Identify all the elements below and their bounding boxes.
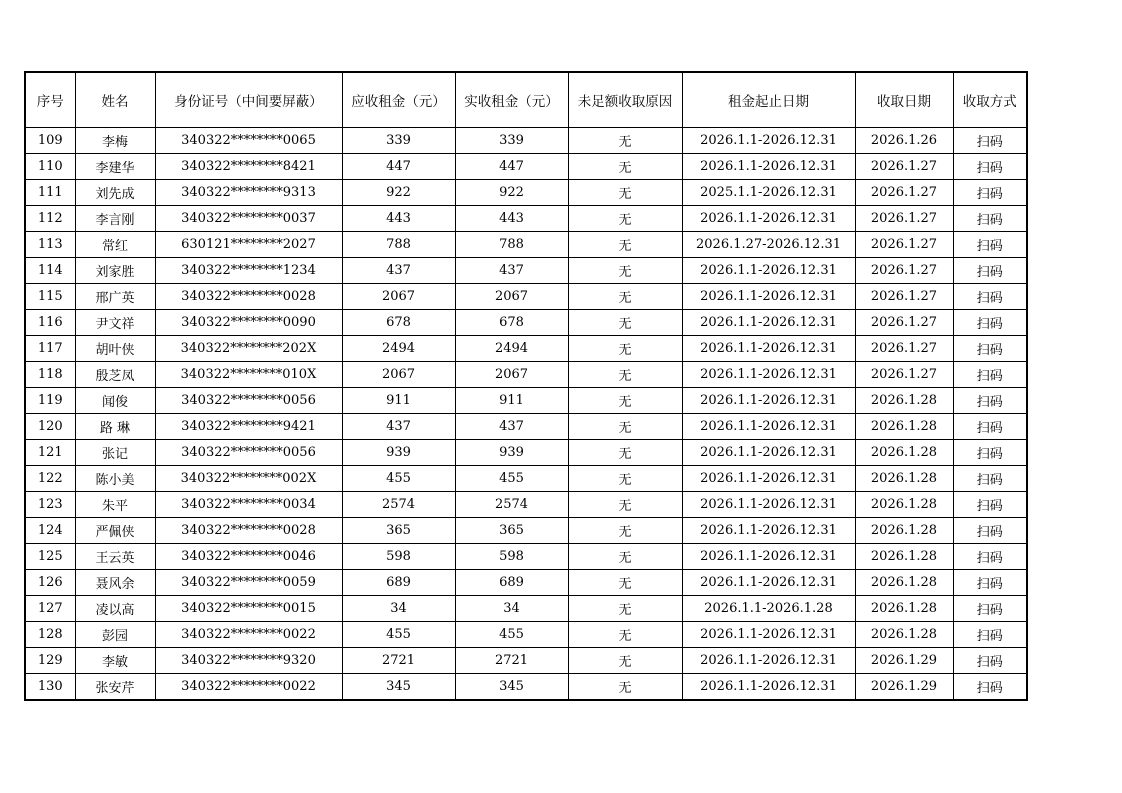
cell-shortfall-reason: 无 <box>568 206 682 232</box>
cell-name: 聂风余 <box>75 570 155 596</box>
cell-payment-method: 扫码 <box>953 180 1027 206</box>
cell-shortfall-reason: 无 <box>568 414 682 440</box>
cell-collection-date: 2026.1.28 <box>855 622 953 648</box>
cell-name: 彭园 <box>75 622 155 648</box>
cell-id-number: 340322********0028 <box>155 284 342 310</box>
table-row <box>25 492 1027 518</box>
cell-collection-date: 2026.1.27 <box>855 180 953 206</box>
cell-payment-method: 扫码 <box>953 466 1027 492</box>
cell-id-number: 340322********0037 <box>155 206 342 232</box>
cell-rent-due: 2494 <box>342 336 455 362</box>
cell-rent-period: 2026.1.1-2026.12.31 <box>682 466 855 492</box>
cell-collection-date: 2026.1.28 <box>855 518 953 544</box>
cell-id-number: 630121********2027 <box>155 232 342 258</box>
cell-payment-method: 扫码 <box>953 518 1027 544</box>
cell-serial-number: 113 <box>25 232 75 258</box>
cell-payment-method: 扫码 <box>953 362 1027 388</box>
table-row <box>25 388 1027 414</box>
cell-id-number: 340322********0046 <box>155 544 342 570</box>
cell-rent-period: 2026.1.1-2026.12.31 <box>682 648 855 674</box>
cell-rent-received: 939 <box>455 440 568 466</box>
cell-id-number: 340322********0059 <box>155 570 342 596</box>
table-row <box>25 258 1027 284</box>
cell-payment-method: 扫码 <box>953 310 1027 336</box>
cell-name: 尹文祥 <box>75 310 155 336</box>
cell-id-number: 340322********0090 <box>155 310 342 336</box>
cell-shortfall-reason: 无 <box>568 232 682 258</box>
cell-rent-due: 455 <box>342 622 455 648</box>
header-rent-due: 应收租金（元） <box>342 72 455 128</box>
cell-payment-method: 扫码 <box>953 414 1027 440</box>
cell-collection-date: 2026.1.27 <box>855 232 953 258</box>
header-collection-date: 收取日期 <box>855 72 953 128</box>
cell-rent-received: 598 <box>455 544 568 570</box>
cell-payment-method: 扫码 <box>953 570 1027 596</box>
cell-rent-received: 437 <box>455 258 568 284</box>
cell-id-number: 340322********202X <box>155 336 342 362</box>
table-row <box>25 336 1027 362</box>
table-header-row <box>25 72 1027 128</box>
cell-serial-number: 124 <box>25 518 75 544</box>
cell-name: 李梅 <box>75 128 155 154</box>
cell-name: 陈小美 <box>75 466 155 492</box>
cell-rent-due: 911 <box>342 388 455 414</box>
cell-id-number: 340322********0028 <box>155 518 342 544</box>
cell-id-number: 340322********010X <box>155 362 342 388</box>
cell-collection-date: 2026.1.27 <box>855 284 953 310</box>
cell-shortfall-reason: 无 <box>568 258 682 284</box>
cell-id-number: 340322********002X <box>155 466 342 492</box>
cell-rent-due: 34 <box>342 596 455 622</box>
cell-name: 刘家胜 <box>75 258 155 284</box>
cell-rent-due: 2574 <box>342 492 455 518</box>
cell-name: 邢广英 <box>75 284 155 310</box>
cell-shortfall-reason: 无 <box>568 596 682 622</box>
cell-serial-number: 116 <box>25 310 75 336</box>
cell-name: 李敏 <box>75 648 155 674</box>
table-row <box>25 518 1027 544</box>
cell-payment-method: 扫码 <box>953 440 1027 466</box>
cell-id-number: 340322********0065 <box>155 128 342 154</box>
cell-collection-date: 2026.1.28 <box>855 544 953 570</box>
cell-rent-received: 922 <box>455 180 568 206</box>
header-payment-method: 收取方式 <box>953 72 1027 128</box>
header-rent-period: 租金起止日期 <box>682 72 855 128</box>
cell-payment-method: 扫码 <box>953 258 1027 284</box>
cell-rent-due: 437 <box>342 258 455 284</box>
cell-shortfall-reason: 无 <box>568 154 682 180</box>
cell-rent-period: 2025.1.1-2026.12.31 <box>682 180 855 206</box>
cell-id-number: 340322********0034 <box>155 492 342 518</box>
cell-shortfall-reason: 无 <box>568 622 682 648</box>
header-rent-received: 实收租金（元） <box>455 72 568 128</box>
cell-shortfall-reason: 无 <box>568 284 682 310</box>
cell-rent-due: 922 <box>342 180 455 206</box>
cell-rent-due: 447 <box>342 154 455 180</box>
table-row <box>25 414 1027 440</box>
cell-rent-received: 911 <box>455 388 568 414</box>
cell-payment-method: 扫码 <box>953 648 1027 674</box>
cell-serial-number: 114 <box>25 258 75 284</box>
cell-rent-due: 339 <box>342 128 455 154</box>
cell-serial-number: 110 <box>25 154 75 180</box>
cell-rent-received: 2067 <box>455 362 568 388</box>
cell-serial-number: 121 <box>25 440 75 466</box>
cell-collection-date: 2026.1.28 <box>855 440 953 466</box>
cell-collection-date: 2026.1.28 <box>855 492 953 518</box>
cell-collection-date: 2026.1.27 <box>855 258 953 284</box>
cell-rent-period: 2026.1.1-2026.12.31 <box>682 544 855 570</box>
cell-rent-received: 345 <box>455 674 568 701</box>
header-name: 姓名 <box>75 72 155 128</box>
cell-rent-due: 788 <box>342 232 455 258</box>
cell-rent-period: 2026.1.1-2026.1.28 <box>682 596 855 622</box>
cell-shortfall-reason: 无 <box>568 648 682 674</box>
cell-serial-number: 112 <box>25 206 75 232</box>
table-row <box>25 622 1027 648</box>
cell-name: 刘先成 <box>75 180 155 206</box>
cell-shortfall-reason: 无 <box>568 466 682 492</box>
cell-rent-period: 2026.1.1-2026.12.31 <box>682 570 855 596</box>
cell-collection-date: 2026.1.27 <box>855 362 953 388</box>
cell-rent-period: 2026.1.1-2026.12.31 <box>682 284 855 310</box>
table-row <box>25 284 1027 310</box>
header-shortfall-reason: 未足额收取原因 <box>568 72 682 128</box>
cell-shortfall-reason: 无 <box>568 518 682 544</box>
cell-serial-number: 122 <box>25 466 75 492</box>
cell-serial-number: 119 <box>25 388 75 414</box>
cell-rent-due: 598 <box>342 544 455 570</box>
cell-rent-period: 2026.1.1-2026.12.31 <box>682 128 855 154</box>
cell-id-number: 340322********8421 <box>155 154 342 180</box>
cell-name: 胡叶侠 <box>75 336 155 362</box>
cell-rent-received: 339 <box>455 128 568 154</box>
cell-id-number: 340322********1234 <box>155 258 342 284</box>
cell-name: 闻俊 <box>75 388 155 414</box>
cell-serial-number: 125 <box>25 544 75 570</box>
cell-rent-period: 2026.1.1-2026.12.31 <box>682 336 855 362</box>
cell-shortfall-reason: 无 <box>568 570 682 596</box>
cell-rent-period: 2026.1.1-2026.12.31 <box>682 440 855 466</box>
cell-rent-due: 443 <box>342 206 455 232</box>
cell-serial-number: 109 <box>25 128 75 154</box>
cell-payment-method: 扫码 <box>953 284 1027 310</box>
cell-rent-period: 2026.1.1-2026.12.31 <box>682 258 855 284</box>
cell-rent-received: 365 <box>455 518 568 544</box>
cell-payment-method: 扫码 <box>953 544 1027 570</box>
cell-serial-number: 111 <box>25 180 75 206</box>
cell-payment-method: 扫码 <box>953 492 1027 518</box>
cell-shortfall-reason: 无 <box>568 674 682 701</box>
cell-rent-received: 34 <box>455 596 568 622</box>
cell-serial-number: 117 <box>25 336 75 362</box>
cell-shortfall-reason: 无 <box>568 440 682 466</box>
cell-name: 路 琳 <box>75 414 155 440</box>
cell-collection-date: 2026.1.27 <box>855 206 953 232</box>
table-row <box>25 128 1027 154</box>
cell-collection-date: 2026.1.26 <box>855 128 953 154</box>
cell-rent-received: 2721 <box>455 648 568 674</box>
cell-rent-received: 2067 <box>455 284 568 310</box>
cell-rent-received: 788 <box>455 232 568 258</box>
cell-rent-due: 2721 <box>342 648 455 674</box>
cell-collection-date: 2026.1.28 <box>855 414 953 440</box>
cell-id-number: 340322********0022 <box>155 622 342 648</box>
cell-rent-period: 2026.1.1-2026.12.31 <box>682 388 855 414</box>
cell-rent-period: 2026.1.1-2026.12.31 <box>682 622 855 648</box>
cell-name: 李建华 <box>75 154 155 180</box>
cell-shortfall-reason: 无 <box>568 310 682 336</box>
cell-name: 严佩侠 <box>75 518 155 544</box>
cell-name: 张记 <box>75 440 155 466</box>
cell-payment-method: 扫码 <box>953 336 1027 362</box>
cell-rent-received: 437 <box>455 414 568 440</box>
cell-rent-period: 2026.1.1-2026.12.31 <box>682 362 855 388</box>
cell-id-number: 340322********9421 <box>155 414 342 440</box>
table-row <box>25 154 1027 180</box>
cell-shortfall-reason: 无 <box>568 388 682 414</box>
cell-name: 殷芝凤 <box>75 362 155 388</box>
cell-rent-due: 455 <box>342 466 455 492</box>
cell-name: 常红 <box>75 232 155 258</box>
cell-payment-method: 扫码 <box>953 622 1027 648</box>
cell-rent-due: 689 <box>342 570 455 596</box>
cell-rent-received: 678 <box>455 310 568 336</box>
cell-name: 李言刚 <box>75 206 155 232</box>
cell-serial-number: 126 <box>25 570 75 596</box>
cell-payment-method: 扫码 <box>953 128 1027 154</box>
cell-name: 凌以高 <box>75 596 155 622</box>
cell-rent-period: 2026.1.27-2026.12.31 <box>682 232 855 258</box>
table-row <box>25 362 1027 388</box>
cell-shortfall-reason: 无 <box>568 180 682 206</box>
cell-serial-number: 127 <box>25 596 75 622</box>
cell-rent-received: 447 <box>455 154 568 180</box>
cell-collection-date: 2026.1.29 <box>855 648 953 674</box>
cell-shortfall-reason: 无 <box>568 336 682 362</box>
cell-collection-date: 2026.1.27 <box>855 154 953 180</box>
cell-rent-period: 2026.1.1-2026.12.31 <box>682 492 855 518</box>
cell-rent-period: 2026.1.1-2026.12.31 <box>682 674 855 701</box>
cell-rent-due: 678 <box>342 310 455 336</box>
cell-serial-number: 130 <box>25 674 75 701</box>
cell-rent-due: 2067 <box>342 362 455 388</box>
cell-collection-date: 2026.1.28 <box>855 596 953 622</box>
table-row <box>25 180 1027 206</box>
cell-shortfall-reason: 无 <box>568 128 682 154</box>
cell-id-number: 340322********9313 <box>155 180 342 206</box>
cell-rent-due: 345 <box>342 674 455 701</box>
cell-payment-method: 扫码 <box>953 154 1027 180</box>
cell-collection-date: 2026.1.27 <box>855 336 953 362</box>
cell-rent-received: 2574 <box>455 492 568 518</box>
cell-id-number: 340322********0056 <box>155 388 342 414</box>
cell-rent-period: 2026.1.1-2026.12.31 <box>682 414 855 440</box>
header-id-number: 身份证号（中间要屏蔽） <box>155 72 342 128</box>
table-row <box>25 466 1027 492</box>
cell-collection-date: 2026.1.28 <box>855 570 953 596</box>
cell-id-number: 340322********0056 <box>155 440 342 466</box>
cell-rent-received: 455 <box>455 466 568 492</box>
cell-name: 王云英 <box>75 544 155 570</box>
cell-rent-due: 365 <box>342 518 455 544</box>
cell-rent-period: 2026.1.1-2026.12.31 <box>682 310 855 336</box>
cell-payment-method: 扫码 <box>953 232 1027 258</box>
cell-name: 朱平 <box>75 492 155 518</box>
cell-rent-due: 939 <box>342 440 455 466</box>
table-row <box>25 310 1027 336</box>
cell-rent-received: 455 <box>455 622 568 648</box>
cell-shortfall-reason: 无 <box>568 544 682 570</box>
cell-collection-date: 2026.1.28 <box>855 466 953 492</box>
cell-payment-method: 扫码 <box>953 674 1027 701</box>
cell-serial-number: 123 <box>25 492 75 518</box>
table-row <box>25 674 1027 701</box>
table-row <box>25 206 1027 232</box>
cell-name: 张安芹 <box>75 674 155 701</box>
cell-rent-due: 437 <box>342 414 455 440</box>
cell-shortfall-reason: 无 <box>568 492 682 518</box>
cell-rent-received: 689 <box>455 570 568 596</box>
table-row <box>25 596 1027 622</box>
header-serial-number: 序号 <box>25 72 75 128</box>
cell-shortfall-reason: 无 <box>568 362 682 388</box>
cell-id-number: 340322********0015 <box>155 596 342 622</box>
cell-serial-number: 128 <box>25 622 75 648</box>
table-row <box>25 544 1027 570</box>
cell-rent-due: 2067 <box>342 284 455 310</box>
cell-serial-number: 120 <box>25 414 75 440</box>
cell-rent-period: 2026.1.1-2026.12.31 <box>682 518 855 544</box>
cell-collection-date: 2026.1.29 <box>855 674 953 701</box>
table-row <box>25 570 1027 596</box>
rent-collection-table <box>24 71 1028 701</box>
cell-serial-number: 118 <box>25 362 75 388</box>
cell-payment-method: 扫码 <box>953 388 1027 414</box>
cell-rent-received: 2494 <box>455 336 568 362</box>
cell-serial-number: 115 <box>25 284 75 310</box>
table-row <box>25 232 1027 258</box>
cell-payment-method: 扫码 <box>953 206 1027 232</box>
cell-id-number: 340322********9320 <box>155 648 342 674</box>
cell-payment-method: 扫码 <box>953 596 1027 622</box>
cell-collection-date: 2026.1.28 <box>855 388 953 414</box>
cell-collection-date: 2026.1.27 <box>855 310 953 336</box>
cell-rent-period: 2026.1.1-2026.12.31 <box>682 154 855 180</box>
cell-serial-number: 129 <box>25 648 75 674</box>
cell-rent-received: 443 <box>455 206 568 232</box>
table-row <box>25 440 1027 466</box>
table-row <box>25 648 1027 674</box>
cell-rent-period: 2026.1.1-2026.12.31 <box>682 206 855 232</box>
table-body <box>25 128 1027 701</box>
cell-id-number: 340322********0022 <box>155 674 342 701</box>
